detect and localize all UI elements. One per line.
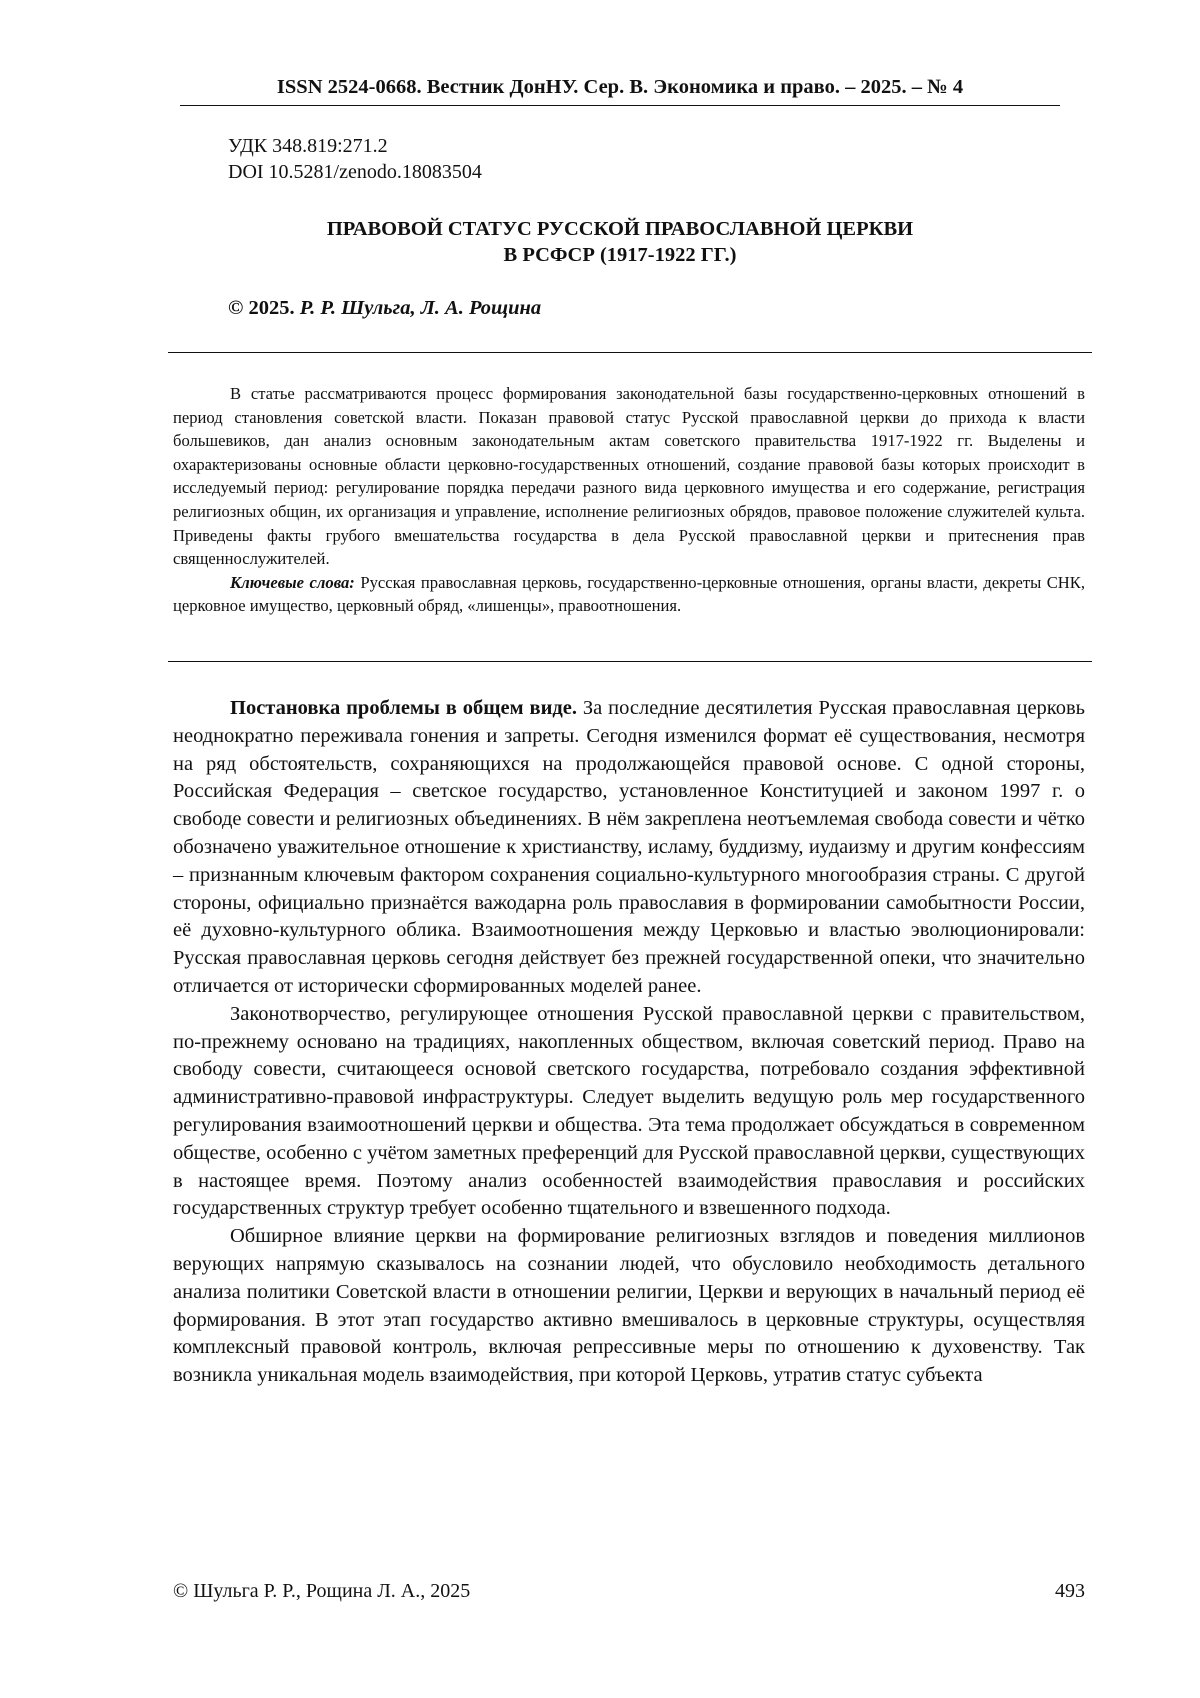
paragraph-1-text: За последние десятилетия Русская православная церковь неоднократно переживала гонения и запреты. Сегодня изменился формат её существования, несмотря на ряд обстоятельств, сохраняющихся на продолжающейся правовой основе. С одной стороны, Российская Федерация – светское государство, установленное Конституцией и законом 1997 г. о свободе совести и религиозных объединениях. В нём закреплена неотъемлемая свобода совести и чётко обозначено уважительное отношение к христианству, исламу, буддизму, иудаизму и другим конфессиям – признанным ключевым фактором сохранения социально-культурного многообразия страны. С другой стороны, официально признаётся важодарна роль православия в формировании самобытности России, её духовно-культурного облика. Взаимоотношения между Церковью и властью эволюционировали: Русская православная церковь сегодня действует без прежней государственной опеки, что значительно отличается от исторически сформированных моделей ранее. [173, 697, 1085, 997]
authors-line [228, 297, 541, 320]
body-paragraph-3: Обширное влияние церкви на формирование религиозных взглядов и поведения миллионов верующих напрямую сказывалось на сознании людей, что обусловило необходимость детального анализа политики Советской власти в отношении религии, Церкви и верующих в начальный период её формирования. В этот этап государство активно вмешивалось в церковные структуры, осуществляя комплексный правовой контроль, включая репрессивные меры по отношению к духовенству. Так возникла уникальная модель взаимодействия, при которой Церковь, утратив статус субъекта [173, 1225, 1085, 1387]
title-line-1: ПРАВОВОЙ СТАТУС РУССКОЙ ПРАВОСЛАВНОЙ ЦЕРКВИ [326, 218, 914, 240]
article-title [180, 216, 1060, 268]
footer-copyright: © Шульга Р. Р., Рощина Л. А., 2025 [173, 1580, 471, 1602]
page-footer [173, 1580, 1085, 1603]
abstract [173, 382, 1085, 618]
abstract-text: В статье рассматриваются процесс формирования законодательной базы государственно-церковных отношений в период становления советской власти. Показан правовой статус Русской православной церкви до прихода к власти большевиков, дан анализ основным законодательным актам советского правительства 1917-1922 гг. Выделены и охарактеризованы основные области церковно-государственных отношений, создание правовой базы которых происходит в исследуемый период: регулирование порядка передачи разного вида церковного имущества и его содержание, регистрация религиозных общин, их организация и управление, исполнение религиозных обрядов, правовое положение служителей культа. Приведены факты грубого вмешательства государства в дела Русской православной церкви и притеснения прав священнослужителей. [173, 384, 1085, 569]
running-head: ISSN 2524-0668. Вестник ДонНУ. Сер. В. Экономика и право. – 2025. – № 4 [180, 76, 1060, 106]
body-paragraph-1 [173, 695, 1085, 1001]
page-number: 493 [1055, 1580, 1085, 1602]
author-names: Р. Р. Шульга, Л. А. Рощина [299, 297, 542, 319]
keywords-label: Ключевые слова: [230, 572, 355, 592]
section-lead: Постановка проблемы в общем виде. [230, 697, 577, 719]
keywords-list: Русская православная церковь, государственно-церковные отношения, органы власти, декреты СНК, церковное имущество, церковный обряд, «лишенцы», правоотношения. [173, 572, 1085, 616]
article-meta [228, 133, 482, 185]
title-line-2: В РСФСР (1917-1922 ГГ.) [503, 244, 737, 266]
body-paragraph-2: Законотворчество, регулирующее отношения Русской православной церкви с правительством, по-прежнему основано на традициях, накопленных обществом, включая советский период. Право на свободу совести, считающееся основой светского государства, потребовало создания эффективной административно-правовой инфраструктуры. Следует выделить ведущую роль мер государственного регулирования взаимоотношений церкви и общества. Эта тема продолжает обсуждаться в современном обществе, особенно с учётом заметных преференций для Русской православной церкви, существующих в настоящее время. Поэтому анализ особенностей взаимодействия православия и российских государственных структур требует особенно тщательного и взвешенного подхода. [173, 1002, 1085, 1220]
abstract-bottom-rule [168, 661, 1092, 662]
abstract-top-rule [168, 352, 1092, 353]
keywords [173, 571, 1085, 618]
article-body [173, 695, 1085, 1390]
udk-code: УДК 348.819:271.2 [228, 135, 388, 157]
doi: DOI 10.5281/zenodo.18083504 [228, 161, 482, 183]
authors-copyright: © 2025. [228, 297, 295, 319]
